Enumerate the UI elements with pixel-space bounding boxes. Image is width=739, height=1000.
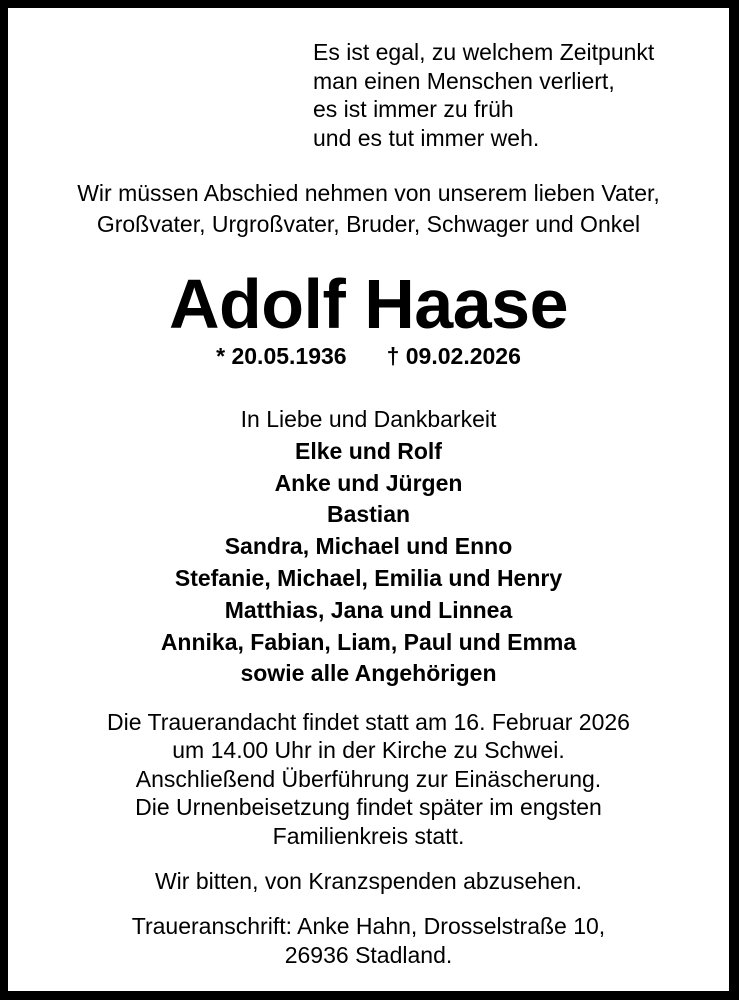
mourner: Sandra, Michael und Enno (224, 533, 513, 560)
farewell-intro (8, 178, 729, 240)
death-date: † 09.02.2026 (386, 343, 521, 369)
service-line: um 14.00 Uhr in der Kirche zu Schwei. (172, 737, 565, 764)
mourning-address (8, 912, 729, 969)
service-info (8, 708, 729, 850)
mourner: Stefanie, Michael, Emilia und Henry (174, 564, 563, 591)
notice-frame (8, 8, 729, 991)
mourner: Bastian (326, 501, 411, 528)
mourner: Matthias, Jana und Linnea (224, 596, 513, 623)
poem-line: es ist immer zu früh (313, 96, 514, 122)
service-line: Anschließend Überführung zur Einäscherung. (135, 765, 602, 792)
poem-line: und es tut immer weh. (313, 124, 540, 151)
service-line: Die Trauerandacht findet statt am 16. Februar 2026 (107, 709, 630, 735)
poem-line: Es ist egal, zu welchem Zeitpunkt (313, 39, 655, 65)
mourner: Annika, Fabian, Liam, Paul und Emma (160, 628, 577, 655)
mourners-block (8, 404, 729, 690)
birth-date: * 20.05.1936 (216, 343, 347, 369)
life-dates (8, 341, 729, 371)
address-line: 26936 Stadland. (284, 941, 453, 968)
service-line: Familienkreis statt. (272, 822, 465, 849)
intro-line: Wir müssen Abschied nehmen von unserem lieben Vater, (77, 180, 660, 206)
mourner: Elke und Rolf (295, 437, 442, 464)
service-line: Die Urnenbeisetzung findet später im engsten (135, 794, 602, 821)
wreath-request: Wir bitten, von Kranzspenden abzusehen. (154, 868, 583, 894)
mourner: sowie alle Angehörigen (240, 660, 497, 687)
mourners-lead: In Liebe und Dankbarkeit (240, 406, 497, 432)
poem (313, 38, 654, 152)
mourner: Anke und Jürgen (274, 469, 463, 496)
intro-line: Großvater, Urgroßvater, Bruder, Schwager und Onkel (96, 211, 641, 237)
poem-line: man einen Menschen verliert, (313, 67, 615, 94)
deceased-name: Adolf Haase (168, 265, 569, 343)
address-line: Traueranschrift: Anke Hahn, Drosselstraße 10, (131, 913, 606, 939)
